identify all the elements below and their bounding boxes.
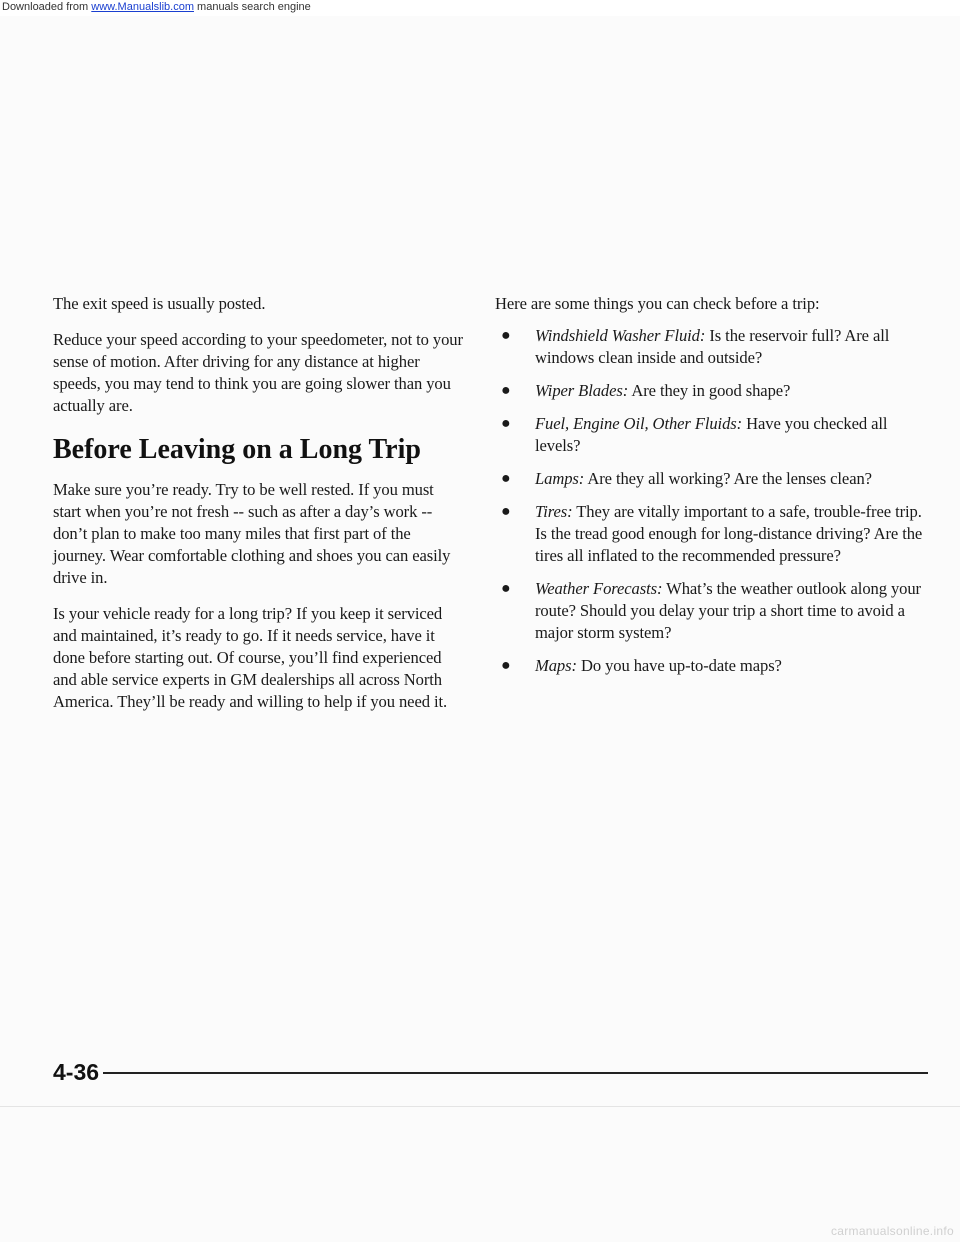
scan-artifact-line — [0, 1106, 960, 1107]
checklist-text: Have you checked all levels? — [535, 414, 888, 455]
banner-suffix: manuals search engine — [193, 1, 311, 13]
bullet-icon: ● — [501, 382, 511, 399]
checklist-term: Lamps: — [535, 469, 585, 488]
bullet-icon: ● — [501, 503, 511, 520]
vehicle-ready-paragraph: Is your vehicle ready for a long trip? If you keep it serviced and maintained, it’s ready to go. If it needs service, have it done before starting out. Of course, you’ll find experienced and able service experts in GM dealerships all across North America. They’ll be ready and willing to help if you need it. — [53, 604, 448, 711]
right-column — [495, 293, 935, 688]
checklist-text: What’s the weather outlook along your route? Should you delay your trip a short time to avoid a major storm system? — [535, 579, 921, 642]
list-item — [495, 325, 935, 369]
bullet-icon: ● — [501, 580, 511, 597]
checklist-text: Are they in good shape? — [628, 381, 791, 400]
speedometer-paragraph: Reduce your speed according to your speedometer, not to your sense of motion. After driving for any distance at higher speeds, you may tend to think you are going slower than you actually are. — [53, 330, 463, 415]
list-item — [495, 501, 935, 567]
page-footer — [53, 1060, 933, 1084]
checklist-term: Weather Forecasts: — [535, 579, 663, 598]
banner-prefix: Downloaded from — [2, 1, 92, 13]
section-heading: Before Leaving on a Long Trip — [53, 434, 421, 465]
checklist-intro: Here are some things you can check before a trip: — [495, 294, 820, 313]
list-item — [495, 413, 935, 457]
bullet-icon: ● — [501, 415, 511, 432]
checklist-text: Do you have up-to-date maps? — [576, 656, 782, 675]
list-item — [495, 468, 935, 490]
checklist-term: Wiper Blades: — [535, 381, 629, 400]
list-item — [495, 380, 935, 402]
bullet-icon: ● — [501, 327, 511, 344]
page-number: 4-36 — [53, 1059, 100, 1085]
checklist-term: Fuel, Engine Oil, Other Fluids: — [535, 414, 743, 433]
checklist-text: Are they all working? Are the lenses clean? — [584, 469, 872, 488]
checklist-term: Windshield Washer Fluid: — [535, 326, 706, 345]
trip-checklist — [495, 325, 935, 677]
manualslib-link[interactable]: www.Manualslib.com — [91, 1, 194, 13]
left-column — [53, 293, 463, 727]
download-banner — [0, 0, 960, 16]
checklist-term: Maps: — [535, 656, 577, 675]
site-watermark: carmanualsonline.info — [830, 1224, 954, 1238]
rested-paragraph: Make sure you’re ready. Try to be well rested. If you must start when you’re not fresh -- such as after a day’s work -- don’t plan to make too many miles that first part of the journey. Wear comfortable clothing and shoes you can easily drive in. — [53, 480, 451, 587]
bullet-icon: ● — [501, 470, 511, 487]
checklist-text: Is the reservoir full? Are all windows clean inside and outside? — [535, 326, 890, 367]
footer-divider — [103, 1072, 928, 1074]
bullet-icon: ● — [501, 657, 511, 674]
list-item — [495, 578, 935, 644]
list-item — [495, 655, 935, 677]
exit-speed-paragraph: The exit speed is usually posted. — [53, 294, 266, 313]
checklist-text: They are vitally important to a safe, trouble-free trip. Is the tread good enough for long-distance driving? Are the tires all inflated to the recommended pressure? — [535, 502, 923, 565]
checklist-term: Tires: — [535, 502, 573, 521]
